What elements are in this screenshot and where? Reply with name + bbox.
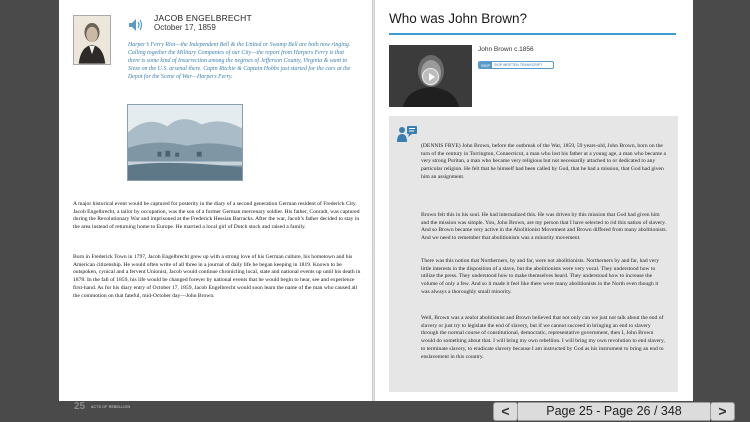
harpers-ferry-engraving — [127, 104, 243, 181]
right-page — [375, 0, 693, 401]
chevron-right-icon: > — [718, 403, 727, 419]
skip-label: SKIP WRITTEN TRANSCRIPT — [494, 63, 543, 67]
diary-quote: Harper’s Ferry Riot—the Independent Bell & the United or Swamp Bell are both now ringing. Calling together the Military Companies of our City—the report from Harpers Ferry is that there is some kind of Insurrection among the negroes of Jefferson County, Virginia & want to Sieze on the U.S. arsenal there. Captn Ritchie & Captain Hobbs just started for the cars at the Depot for the Scene of War—Harpers Ferry. — [128, 42, 351, 80]
page-navigation — [493, 401, 735, 421]
left-page-number: 25 — [74, 401, 86, 412]
audio-speaker-icon[interactable] — [128, 18, 144, 32]
history-paragraph-1: A major historical event would be captured for posterity in the diary of a second generation German resident of Frederick City. Jacob Engelbrecht, a tailor by occupation, was the son of a former German mercenary soldier. His father, Conradt, was captured during the Revolutionary War and imprisoned at the Frederick Hessian Barracks. After the war, Jacob’s father decided to stay in the area instead of returning home to Europe. He married a local girl of Dutch stock and raised a family. — [73, 201, 360, 231]
transcript-paragraph-3: There was this notion that Northerners, by and far, were not abolitionists. Northerners by and far, had very little interests in the disposition of a slave, but the abolitionists were very vocal. They understood how to utilize the press. They understood how to make themselves heard. They understood how to increase the volume of only a few. And so it made it feel like there were many abolitionists in the North even though it was always a thoroughly small minority. — [421, 258, 659, 295]
skip-transcript-button[interactable] — [478, 61, 554, 69]
video-player[interactable] — [389, 45, 472, 107]
left-page — [59, 0, 372, 401]
transcript-paragraph-2: Brown felt this in his soul. He had internalized this. He was driven by this mission that God had given him and the mission was simple. You, John Brown, are my person that I have selected to rid this nation of slavery. And so Brown became very active in the Abolitionist Movement and Brown differed from many abolitionists. And we need to remember that abolitionism was a minority movement. — [421, 212, 667, 242]
diary-entry-date: October 17, 1859 — [154, 23, 216, 32]
page-indicator: Page 25 - Page 26 / 348 — [518, 402, 710, 421]
chevron-left-icon: < — [501, 403, 510, 419]
transcript-panel — [389, 116, 678, 392]
history-paragraph-2: Born in Frederick Town in 1797, Jacob Engelbrecht grew up with a strong love of his German culture, his hometown and his American citizenship. He would often write of all three in a journal of daily life he began keeping in 1819. Known to be outspoken, cynical and a fervent Unionist, Jacob would continue chronicling local, state and national events up until his death in 1878. In the fall of 1859, his life would be changed forever by national events that he would begin to hear, see and experience first-hand. As for his diary entry of October 17, 1859, Jacob Engelbrecht would soon learn the name of the man who caused all the commotion on that fateful, mid-October day—John Brown. — [73, 254, 361, 299]
previous-page-button[interactable] — [493, 402, 518, 421]
video-caption: John Brown c.1856 — [478, 46, 534, 53]
next-page-button[interactable] — [710, 402, 735, 421]
footer-section-title: ACTS OF REBELLION — [91, 405, 131, 409]
play-icon[interactable] — [422, 68, 439, 85]
section-title: Who was John Brown? — [389, 11, 528, 26]
skip-tag: SKIP — [481, 62, 491, 68]
transcript-paragraph-4: Well, Brown was a zealot abolitionist and Brown believed that not only can we just not talk about the end of slavery or just try to legislate the end of slavery, but if we cannot succeed in bringing an end to slavery through the normal course of constitutional, democratic, representative government, then I, John Brown would do something about that. I will bring my own rebellion. I will bring my own revolution to end slavery, to terminate slavery, to eradicate slavery because I am instructed by God as his instrument to bring an end to enslavement in this country. — [421, 315, 665, 360]
speaker-person-icon — [397, 125, 417, 142]
diary-author-name: JACOB ENGELBRECHT — [154, 13, 252, 23]
engelbrecht-portrait — [73, 15, 111, 65]
title-divider — [389, 33, 676, 35]
transcript-paragraph-1: (DENNIS FRYE) John Brown, before the outbreak of the War, 1859, 59 years-old, John Brown, born on the turn of the century in Torrington, Connecticut, a man who lost his father at a young age, a man who became a very strong Puritan, a man who became very religious but not necessarily attached to or dedicated to any particular religion. He felt that he himself had been called by God, that he had a mission, that God had given him an assignment. — [421, 143, 666, 180]
